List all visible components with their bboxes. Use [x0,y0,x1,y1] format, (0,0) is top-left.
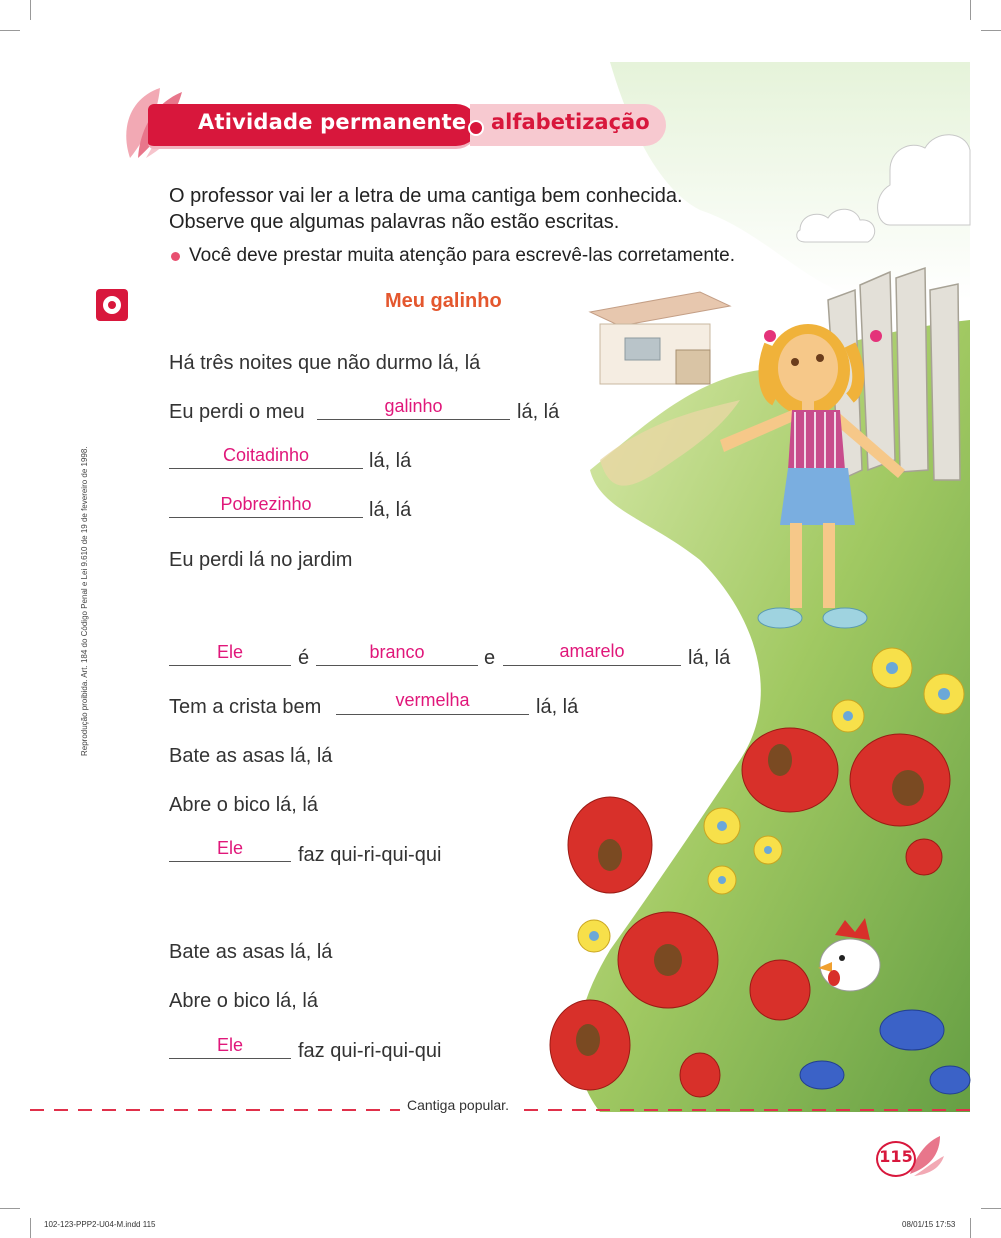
answer-text: vermelha [395,690,470,710]
answer-blank[interactable] [169,860,291,862]
intro-line-1: O professor vai ler a letra de uma cantiga bem conhecida. [169,185,683,207]
answer-blank[interactable] [169,467,363,469]
answer-blank[interactable] [316,664,478,666]
answer-text: branco [369,642,425,662]
lyric-line: faz qui-ri-qui-qui [298,844,442,866]
lyric-line: e [484,647,496,669]
legal-note: Reprodução proibida. Art. 184 do Código Penal e Lei 9.610 de 19 de fevereiro de 1998. [80,446,89,756]
song-title: Meu galinho [385,290,502,312]
song-credit: Cantiga popular. [407,1097,509,1113]
answer-blank[interactable] [503,664,681,666]
answer-text: Coitadinho [222,445,310,465]
lyric-line: lá, lá [369,499,412,521]
answer-text: Ele [216,642,243,662]
activity-label: Atividade permanente [198,110,467,134]
answer-blank[interactable] [169,516,363,518]
answer-text: galinho [384,396,443,416]
answer-blank[interactable] [336,713,529,715]
audio-cd-icon[interactable] [96,289,128,321]
page-number: 115 [879,1147,913,1166]
banner-dot-icon [468,120,484,136]
lyric-line: Eu perdi o meu [169,401,305,423]
answer-text: Pobrezinho [220,494,312,514]
house-shape [590,292,730,384]
lyric-line: faz qui-ri-qui-qui [298,1040,442,1062]
lyric-line: Abre o bico lá, lá [169,794,318,816]
intro-bullet: Você deve prestar muita atenção para escrevê-las corretamente. [189,245,736,266]
footer-file: 102-123-PPP2-U04-M.indd 115 [44,1220,156,1229]
answer-blank[interactable] [317,418,510,420]
lyric-line: Eu perdi lá no jardim [169,549,353,571]
answer-text: Ele [216,838,243,858]
lyric-line: Bate as asas lá, lá [169,941,333,963]
bullet-icon [171,252,180,261]
lyric-line: Bate as asas lá, lá [169,745,333,767]
lyric-line: Tem a crista bem [169,696,322,718]
lyric-line: é [298,647,310,669]
lyric-line: lá, lá [517,401,560,423]
lyric-line: lá, lá [688,647,731,669]
answer-blank[interactable] [169,664,291,666]
lyric-line: lá, lá [536,696,579,718]
answer-blank[interactable] [169,1057,291,1059]
lyric-line: Abre o bico lá, lá [169,990,318,1012]
answer-text: Ele [216,1035,243,1055]
lyric-line: Há três noites que não durmo lá, lá [169,352,481,374]
lyric-line: lá, lá [369,450,412,472]
category-label: alfabetização [491,110,650,134]
intro-line-2: Observe que algumas palavras não estão escritas. [169,211,620,233]
footer-timestamp: 08/01/15 17:53 [902,1220,956,1229]
answer-text: amarelo [559,641,625,661]
